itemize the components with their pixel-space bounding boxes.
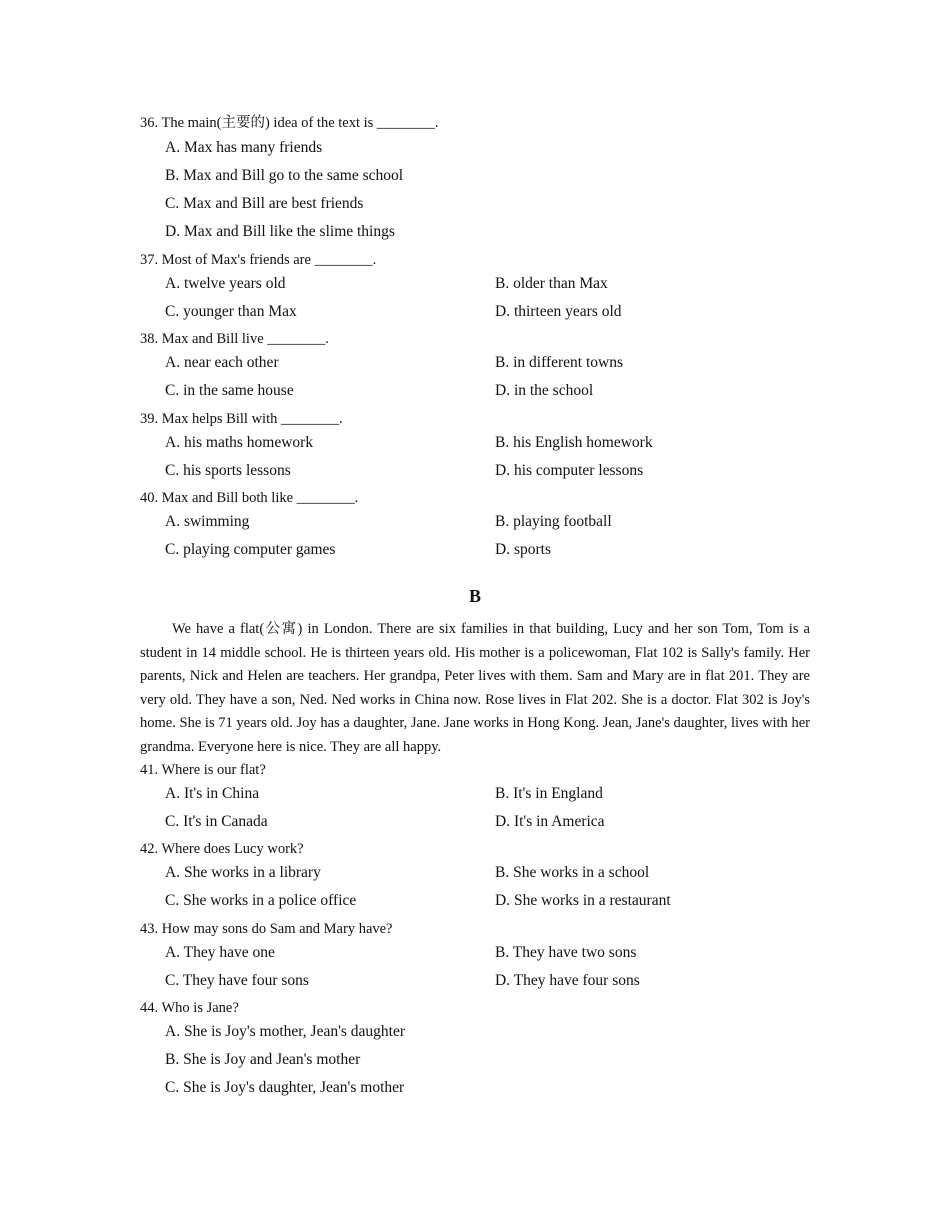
question-40-option-d: D. sports [495, 541, 551, 558]
question-40-option-a: A. swimming [165, 513, 250, 530]
question-38-option-c: C. in the same house [165, 382, 294, 399]
question-37-option-b: B. older than Max [495, 275, 608, 292]
section-title: B [468, 586, 481, 606]
passage-text: We have a flat(公寓) in London. There are six families in that building, Lucy and her son Tom, Tom is a student in 14 middle school. He is thirteen years old. His mother is a policewoman, Flat 102 is Sally's family. Her parents, Nick and Helen are teachers. Her grandpa, Peter lives with them. Sam and Mary are in flat 201. They are very old. They have a son, Ned. Ned works in China now. Rose lives in Flat 202. She is a doctor. Flat 302 is Joy's home. She is 71 years old. Joy has a daughter, Jane. Jane works in Hong Kong. Jean, Jane's daughter, lives with her grandma. Everyone here is nice. They are all happy. [140, 621, 810, 755]
question-38-stem: 38. Max and Bill live ________. [140, 331, 329, 347]
question-39-option-b: B. his English homework [495, 434, 653, 451]
reading-passage [140, 618, 810, 760]
question-42-option-c: C. She works in a police office [165, 892, 357, 909]
question-44-option-a: A. She is Joy's mother, Jean's daughter [165, 1023, 406, 1040]
question-41-stem: 41. Where is our flat? [140, 762, 266, 778]
question-43-option-b: B. They have two sons [495, 944, 637, 961]
question-36-option-c: C. Max and Bill are best friends [165, 195, 364, 212]
question-44-option-b: B. She is Joy and Jean's mother [165, 1051, 361, 1068]
question-39-stem: 39. Max helps Bill with ________. [140, 411, 343, 427]
question-43-option-d: D. They have four sons [495, 972, 640, 989]
question-40-option-c: C. playing computer games [165, 541, 336, 558]
question-36-option-b: B. Max and Bill go to the same school [165, 167, 404, 184]
question-41-option-d: D. It's in America [495, 813, 605, 830]
question-42-option-b: B. She works in a school [495, 864, 650, 881]
question-44-stem: 44. Who is Jane? [140, 1000, 239, 1016]
question-43-stem: 43. How may sons do Sam and Mary have? [140, 921, 393, 937]
question-42-option-a: A. She works in a library [165, 864, 321, 881]
question-37-stem: 37. Most of Max's friends are ________. [140, 252, 377, 268]
question-41-option-c: C. It's in Canada [165, 813, 268, 830]
question-43-option-c: C. They have four sons [165, 972, 309, 989]
question-38-option-a: A. near each other [165, 354, 279, 371]
question-38-option-b: B. in different towns [495, 354, 624, 371]
question-43-option-a: A. They have one [165, 944, 275, 961]
question-40-option-b: B. playing football [495, 513, 612, 530]
question-41-option-a: A. It's in China [165, 785, 260, 802]
question-37-option-d: D. thirteen years old [495, 303, 622, 320]
question-36-option-d: D. Max and Bill like the slime things [165, 223, 395, 240]
question-36-stem: 36. The main(主要的) idea of the text is ________. [140, 115, 439, 131]
question-42-stem: 42. Where does Lucy work? [140, 841, 304, 857]
question-37-option-a: A. twelve years old [165, 275, 286, 292]
question-44-option-c: C. She is Joy's daughter, Jean's mother [165, 1079, 405, 1096]
question-37-option-c: C. younger than Max [165, 303, 297, 320]
question-39-option-a: A. his maths homework [165, 434, 314, 451]
question-42-option-d: D. She works in a restaurant [495, 892, 671, 909]
question-41-option-b: B. It's in England [495, 785, 603, 802]
question-38-option-d: D. in the school [495, 382, 594, 399]
question-39-option-d: D. his computer lessons [495, 462, 644, 479]
question-36-option-a: A. Max has many friends [165, 139, 323, 156]
question-40-stem: 40. Max and Bill both like ________. [140, 490, 359, 506]
question-39-option-c: C. his sports lessons [165, 462, 291, 479]
